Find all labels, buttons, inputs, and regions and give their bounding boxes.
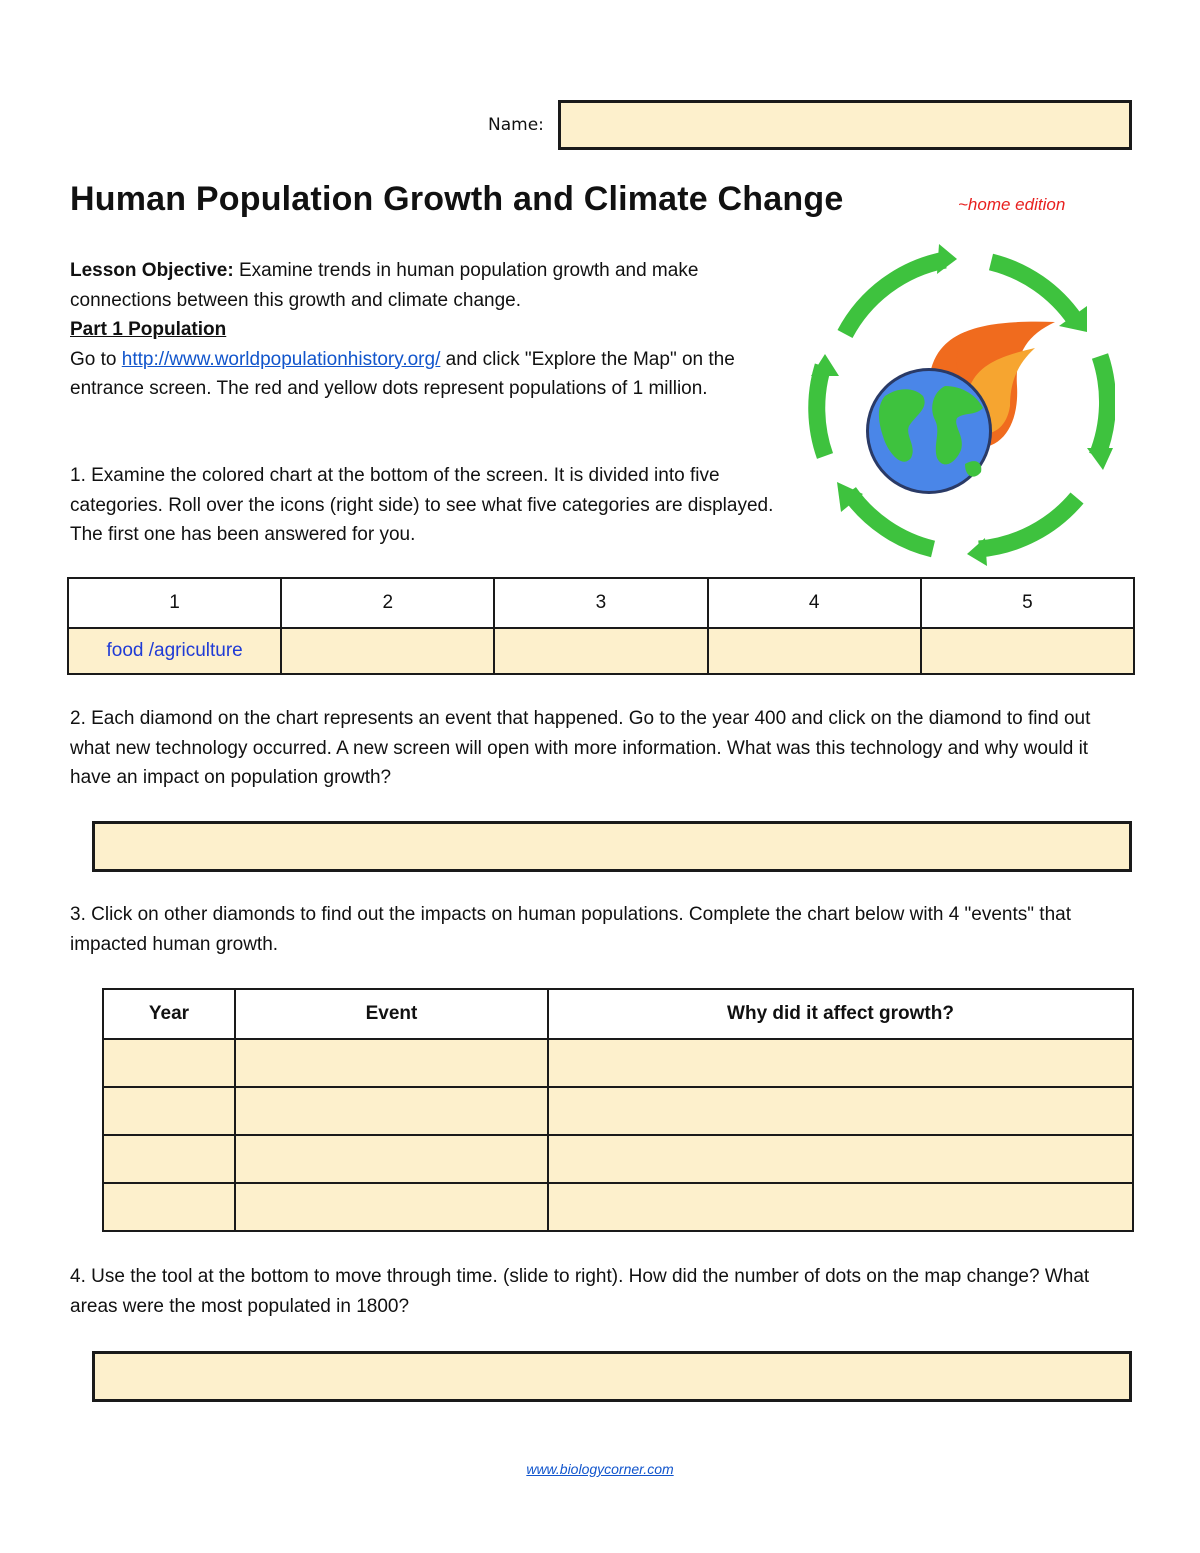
edition-label: ~home edition — [958, 195, 1066, 214]
footer-link[interactable]: www.biologycorner.com — [526, 1461, 674, 1477]
year-header: Year — [103, 989, 235, 1039]
category-header: 5 — [921, 578, 1134, 628]
category-header: 4 — [708, 578, 921, 628]
table-row — [103, 1135, 1133, 1183]
table-row — [103, 1183, 1133, 1231]
page-title: Human Population Growth and Climate Change — [70, 180, 844, 218]
year-cell[interactable] — [103, 1135, 235, 1183]
name-label: Name: — [488, 115, 544, 135]
objective-text: Examine trends in human population growth and make connections between this growth and climate change. — [70, 260, 699, 311]
event-cell[interactable] — [235, 1135, 548, 1183]
why-cell[interactable] — [548, 1087, 1133, 1135]
worldpopulationhistory-link[interactable]: http://www.worldpopulationhistory.org/ — [121, 348, 441, 370]
after-link-text: and click "Explore the Map" on the entrance screen. The red and yellow dots represent populations of 1 million. — [70, 348, 735, 399]
categories-answer-row — [68, 628, 1134, 674]
category-answer-cell[interactable] — [708, 628, 921, 674]
why-cell[interactable] — [548, 1135, 1133, 1183]
categories-table — [67, 577, 1135, 675]
why-cell[interactable] — [548, 1183, 1133, 1231]
category-answer-cell[interactable]: food /agriculture — [68, 628, 281, 674]
question-1-text: 1. Examine the colored chart at the bottom of the screen. It is divided into five categories. Roll over the icons (right side) to see what five categories are displayed. The first one has been answered for you. — [70, 465, 774, 545]
name-field[interactable] — [558, 100, 1132, 150]
why-cell[interactable] — [548, 1039, 1133, 1087]
event-cell[interactable] — [235, 1183, 548, 1231]
event-cell[interactable] — [235, 1087, 548, 1135]
category-header: 3 — [494, 578, 707, 628]
event-header: Event — [235, 989, 548, 1039]
question-3-text: 3. Click on other diamonds to find out the impacts on human populations. Complete the chart below with 4 "events" that impacted human growth. — [70, 904, 1071, 955]
category-header: 1 — [68, 578, 281, 628]
year-cell[interactable] — [103, 1183, 235, 1231]
events-table — [102, 988, 1134, 1232]
table-row — [103, 1039, 1133, 1087]
earth-icon — [866, 368, 992, 494]
part-title: Part 1 Population — [70, 319, 227, 340]
category-header: 2 — [281, 578, 494, 628]
question-4-text: 4. Use the tool at the bottom to move through time. (slide to right). How did the number of dots on the map change? What areas were the most populated in 1800? — [70, 1266, 1090, 1317]
question-2-answer-box[interactable] — [92, 821, 1132, 872]
year-cell[interactable] — [103, 1087, 235, 1135]
climate-cycle-illustration — [805, 236, 1115, 566]
go-to-text: Go to — [70, 348, 117, 370]
objective-label: Lesson Objective: — [70, 260, 234, 281]
category-answer-cell[interactable] — [281, 628, 494, 674]
category-answer-cell[interactable] — [494, 628, 707, 674]
question-4-answer-box[interactable] — [92, 1351, 1132, 1402]
table-row — [103, 1087, 1133, 1135]
question-2-text: 2. Each diamond on the chart represents an event that happened. Go to the year 400 and click on the diamond to find out what new technology occurred. A new screen will open with more information. What was this technology and why would it have an impact on population growth? — [70, 708, 1091, 788]
intro-section — [70, 256, 800, 404]
category-answer-cell[interactable] — [921, 628, 1134, 674]
categories-header-row — [68, 578, 1134, 628]
events-header-row — [103, 989, 1133, 1039]
year-cell[interactable] — [103, 1039, 235, 1087]
event-cell[interactable] — [235, 1039, 548, 1087]
why-header: Why did it affect growth? — [548, 989, 1133, 1039]
